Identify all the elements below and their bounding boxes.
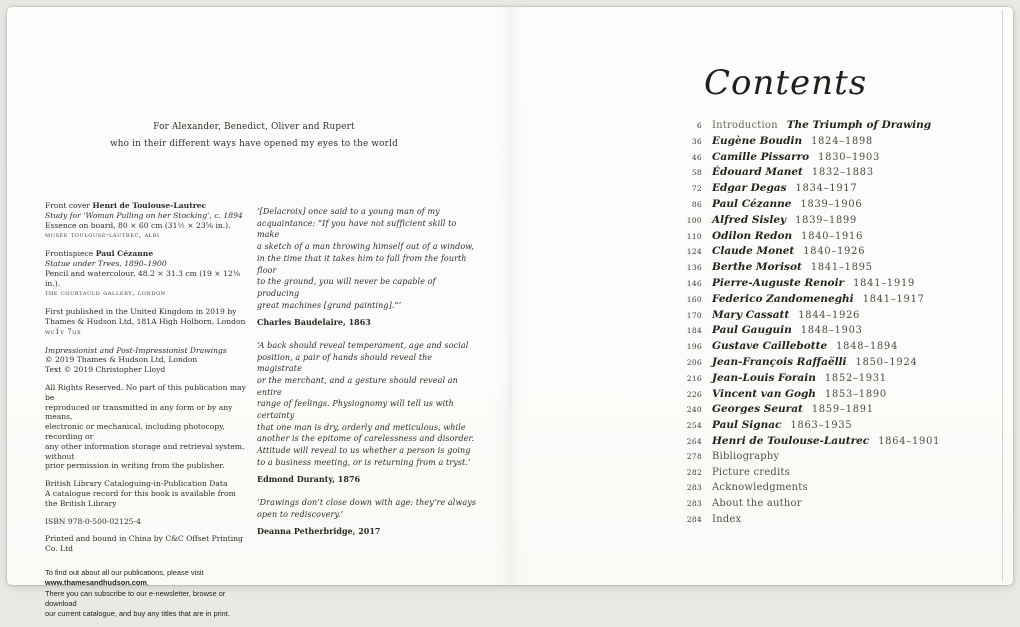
imprint-line [45, 403, 257, 423]
toc-page-number: 86 [691, 199, 702, 209]
toc-artist-name: Pierre-Auguste Renoir [712, 276, 845, 289]
imprint-line [45, 461, 257, 471]
imprint-line [45, 568, 257, 578]
toc-row [683, 198, 1013, 214]
imprint-text-segment: . [146, 578, 150, 588]
toc-row [683, 451, 1013, 467]
toc-artist-name: Gustave Caillebotte [712, 340, 828, 353]
quote-line: ‘[Delacroix] once said to a young man of my [257, 207, 440, 216]
toc-row [683, 293, 1013, 309]
imprint-line [45, 499, 257, 509]
quote-block [257, 340, 479, 484]
imprint-text-segment: prior permission in writing from the publisher. [45, 461, 225, 471]
imprint-line [45, 269, 257, 289]
toc-page-number: 100 [686, 215, 702, 225]
toc-artist-name: Jean-François Raffaëlli [712, 355, 847, 368]
toc-artist-dates: 1852–1931 [824, 372, 887, 384]
toc-row [683, 482, 1013, 498]
toc-row [683, 182, 1013, 198]
imprint-text-segment: wc1v 7qx [45, 327, 82, 336]
imprint-line [45, 365, 257, 375]
imprint-block [45, 249, 257, 299]
toc-page-number: 254 [686, 421, 702, 431]
toc-row [683, 214, 1013, 230]
imprint-text-segment: There you can subscribe to our e-newsletter, browse or download [45, 588, 226, 608]
toc-artist-dates: 1832–1883 [811, 167, 874, 179]
toc-page-number: 160 [686, 294, 702, 304]
quote-line: acquaintance: “If you have not sufficient skill to make [257, 218, 457, 240]
quote-line: position, a pair of hands should reveal the magistrate [257, 352, 433, 374]
toc-artist-name: Edgar Degas [712, 182, 787, 195]
imprint-text-segment: Paul Cézanne [95, 249, 154, 259]
toc-row [683, 435, 1013, 451]
quote-line: range of feelings. Physiognomy will tell us with certainty [257, 399, 454, 421]
imprint-text-segment: Front cover [45, 201, 93, 210]
quote-line: ‘Drawings don’t close down with age: they’re always [257, 498, 477, 508]
imprint-text-segment: Impressionist and Post-Impressionist Drawings [45, 345, 227, 355]
toc-page-number: 278 [686, 451, 702, 461]
toc-page-number: 146 [686, 278, 702, 288]
imprint-block [45, 479, 257, 508]
imprint-text-segment: A catalogue record for this book is available from [45, 488, 236, 498]
imprint-text-segment: our current catalogue, and buy any titles that are in print. [45, 609, 230, 619]
toc-page-number: 284 [686, 514, 702, 524]
imprint-block [45, 201, 257, 241]
toc-artist-name: Jean-Louis Forain [712, 371, 816, 384]
imprint-line [45, 221, 257, 231]
imprint-text-segment: the courtauld gallery, london [45, 289, 166, 298]
toc-page-number: 283 [686, 499, 702, 509]
toc-page-number: 282 [686, 467, 702, 477]
imprint-block [45, 568, 257, 619]
quote-block [257, 206, 479, 327]
imprint-text-segment: musée toulouse-lautrec, albi [45, 231, 160, 240]
imprint-text-segment: Pencil and watercolour, 48.2 × 31.3 cm (19 × 12⅜ in.). [45, 268, 241, 288]
toc-artist-name: Paul Signac [712, 419, 782, 432]
toc-row [683, 403, 1013, 419]
toc-row [683, 261, 1013, 277]
quote-block [257, 497, 479, 536]
toc-row [683, 388, 1013, 404]
toc-backmatter-label: Bibliography [712, 450, 780, 462]
imprint-text-segment: To find out about all our publications, please visit [45, 567, 204, 577]
toc-artist-dates: 1841–1895 [810, 262, 873, 274]
toc-row [683, 419, 1013, 435]
toc-row [683, 230, 1013, 246]
toc-artist-name: Henri de Toulouse-Lautrec [712, 434, 870, 447]
imprint-line [45, 422, 257, 442]
toc-artist-name: Vincent van Gogh [712, 387, 816, 400]
quote-attribution: Deanna Petherbridge, 2017 [257, 525, 381, 536]
toc-artist-dates: 1824–1898 [811, 135, 874, 147]
toc-artist-dates: 1853–1890 [824, 388, 887, 400]
imprint-text-segment: Henri de Toulouse-Lautrec [92, 201, 207, 210]
imprint-line [45, 317, 257, 338]
imprint-line [45, 383, 257, 403]
imprint-block [45, 346, 257, 375]
imprint-text-segment: the British Library [45, 498, 117, 508]
toc-page-number: 136 [686, 263, 702, 273]
imprint-block [45, 383, 257, 471]
toc-intro-subtitle: The Triumph of Drawing [786, 119, 932, 131]
toc-backmatter-label: Acknowledgments [712, 482, 808, 494]
imprint-text-segment: any other information storage and retrieval system, without [45, 441, 245, 461]
imprint-line [45, 489, 257, 499]
toc-row [683, 514, 1013, 530]
toc-page-number: 110 [686, 231, 702, 241]
toc-row [683, 356, 1013, 372]
toc-row [683, 372, 1013, 388]
toc-row [683, 119, 1013, 135]
toc-page-number: 226 [686, 389, 702, 399]
page-gutter [493, 7, 527, 585]
imprint-line [45, 201, 257, 211]
toc-page-number: 36 [691, 136, 702, 146]
toc-artist-name: Paul Gauguin [712, 324, 792, 337]
quote-attribution: Edmond Duranty, 1876 [257, 474, 361, 485]
imprint-column [45, 201, 257, 627]
imprint-line [45, 307, 257, 317]
imprint-line [45, 211, 257, 221]
toc-page-number: 283 [686, 483, 702, 493]
imprint-text-segment: Frontispiece [45, 249, 96, 259]
quote-line: in the time that it takes him to fall from the fourth floor [257, 253, 467, 275]
quote-line: open to rediscovery.’ [257, 509, 344, 519]
toc-artist-name: Claude Monet [712, 245, 795, 258]
imprint-line [45, 442, 257, 462]
imprint-line [45, 259, 257, 269]
toc-artist-dates: 1844–1926 [798, 309, 861, 321]
toc-page-number: 206 [686, 357, 702, 367]
imprint-text-segment: Essence on board, 80 × 60 cm (31½ × 23⅝ in.). [45, 220, 231, 230]
imprint-text-segment: © 2019 Thames & Hudson Ltd, London [45, 355, 198, 365]
toc-row [683, 340, 1013, 356]
dedication [64, 119, 444, 153]
toc-artist-name: Alfred Sisley [712, 213, 787, 226]
toc-artist-dates: 1830–1903 [818, 151, 881, 163]
toc-artist-dates: 1864–1901 [878, 435, 941, 447]
toc-page-number: 124 [686, 247, 702, 257]
toc-backmatter-label: About the author [712, 498, 802, 510]
toc-page-number: 6 [696, 121, 702, 130]
book-spread [7, 7, 1013, 619]
imprint-text-segment: ISBN 978-0-500-02125-4 [45, 516, 141, 526]
imprint-text-segment: Thames & Hudson Ltd, 181A High Holborn, London [45, 316, 246, 326]
quote-line: to a business meeting, or is returning from a tryst.’ [257, 457, 471, 467]
imprint-line [45, 288, 257, 299]
imprint-line [45, 609, 257, 619]
toc-row [683, 135, 1013, 151]
quote-line: another is the epitome of carelessness and disorder. [257, 434, 475, 444]
dedication-line-2: who in their different ways have opened my eyes to the world [110, 139, 398, 149]
toc-row [683, 324, 1013, 340]
toc-artist-dates: 1848–1903 [800, 325, 863, 337]
imprint-line [45, 355, 257, 365]
imprint-text-segment: All Rights Reserved. No part of this publication may be [45, 382, 246, 402]
quote-line: that one man is dry, orderly and meticulous, while [257, 422, 466, 432]
quote-line: great machines [grand painting].”’ [257, 300, 402, 310]
imprint-block [45, 307, 257, 337]
quote-attribution: Charles Baudelaire, 1863 [257, 316, 371, 327]
toc-artist-name: Odilon Redon [712, 229, 793, 242]
imprint-text-segment: www.thamesandhudson.com [45, 578, 147, 588]
toc-artist-dates: 1841–1917 [862, 293, 925, 305]
toc-artist-dates: 1840–1926 [803, 246, 866, 258]
toc-page-number: 216 [686, 373, 702, 383]
toc-artist-name: Georges Seurat [712, 403, 803, 416]
imprint-line [45, 578, 257, 588]
toc-backmatter-label: Picture credits [712, 466, 790, 478]
imprint-text-segment: Text © 2019 Christopher Lloyd [45, 365, 166, 375]
toc-artist-name: Mary Cassatt [712, 308, 790, 321]
quote-line: a sketch of a man throwing himself out of a window, [257, 242, 474, 252]
toc-row [683, 467, 1013, 483]
imprint-line [45, 346, 257, 356]
quote-line: or the merchant, and a gesture should reveal an entire [257, 375, 458, 397]
toc-row [683, 498, 1013, 514]
imprint-text-segment: First published in the United Kingdom in 2019 by [45, 307, 237, 317]
toc-page-number: 46 [691, 152, 702, 162]
toc-row [683, 277, 1013, 293]
toc-artist-dates: 1841–1919 [853, 277, 916, 289]
imprint-line [45, 249, 257, 259]
toc-page-number: 196 [686, 342, 702, 352]
quote-line: Attitude will reveal to us whether a person is going [257, 446, 471, 456]
toc-page-number: 184 [686, 326, 702, 336]
toc-artist-dates: 1850–1924 [855, 356, 918, 368]
toc-page-number: 170 [686, 310, 702, 320]
toc-artist-dates: 1840–1916 [801, 230, 864, 242]
toc-artist-dates: 1863–1935 [790, 420, 853, 432]
toc-artist-dates: 1848–1894 [836, 341, 899, 353]
imprint-line [45, 230, 257, 241]
imprint-text-segment: Study for ‘Woman Pulling on her Stocking’, c. 1894 [45, 210, 243, 220]
toc-artist-name: Berthe Morisot [712, 261, 802, 274]
imprint-text-segment: reproduced or transmitted in any form or by any means, [45, 402, 233, 422]
toc-row [683, 166, 1013, 182]
imprint-line [45, 534, 257, 554]
toc-row [683, 151, 1013, 167]
imprint-block [45, 517, 257, 527]
toc-page-number: 264 [686, 436, 702, 446]
toc-artist-dates: 1839–1906 [800, 198, 863, 210]
table-of-contents [683, 119, 1013, 530]
toc-artist-dates: 1839–1899 [795, 214, 858, 226]
toc-artist-dates: 1834–1917 [795, 183, 858, 195]
contents-title: Contents [704, 63, 868, 103]
toc-page-number: 58 [691, 168, 702, 178]
imprint-line [45, 479, 257, 489]
toc-artist-name: Camille Pissarro [712, 150, 810, 163]
toc-row [683, 245, 1013, 261]
imprint-text-segment: British Library Cataloguing-in-Publication Data [45, 479, 228, 489]
quotes-column [257, 206, 479, 549]
imprint-text-segment: Statue under Trees, 1890–1900 [45, 258, 167, 268]
imprint-line [45, 517, 257, 527]
toc-page-number: 72 [691, 184, 702, 194]
imprint-text-segment: electronic or mechanical, including photocopy, recording or [45, 422, 225, 441]
toc-page-number: 240 [686, 405, 702, 415]
quote-line: to the ground, you will never be capable of producing [257, 277, 436, 298]
toc-artist-name: Édouard Manet [712, 166, 803, 179]
toc-artist-name: Paul Cézanne [712, 197, 792, 210]
toc-artist-dates: 1859–1891 [811, 404, 874, 416]
toc-backmatter-label: Index [712, 513, 742, 525]
toc-intro-label: Introduction [712, 120, 778, 131]
imprint-block [45, 534, 257, 554]
dedication-line-1: For Alexander, Benedict, Oliver and Rupert [153, 122, 355, 132]
toc-row [683, 309, 1013, 325]
quote-line: ‘A back should reveal temperament, age and social [257, 340, 469, 350]
toc-artist-name: Federico Zandomeneghi [712, 292, 854, 305]
imprint-text-segment: Printed and bound in China by C&C Offset Printing Co. Ltd [45, 534, 243, 554]
toc-artist-name: Eugène Boudin [712, 134, 803, 147]
